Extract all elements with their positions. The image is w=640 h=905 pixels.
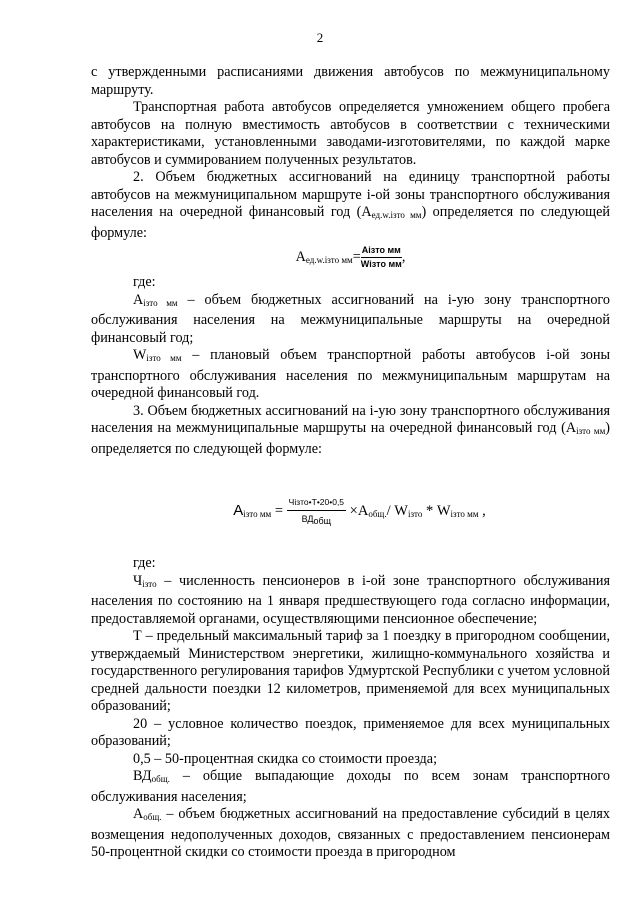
formula2-slash: / — [386, 502, 391, 519]
definition-a-total — [91, 806, 610, 862]
item-2-text: 2. Объем бюджетных ассигнований на единицу транспортной работы автобусов на межмуниципальном маршруте i-ой зоны транспортного обслуживания населения на очередной финансовый год (А — [91, 169, 610, 220]
paragraph-transport-work: Транспортная работа автобусов определяется умножением общего пробега автобусов на полную вместимость автобусов в соответствии с техническими характеристиками, установленными заводами-изготовителями, по каждой марке автобусов и суммированием полученных результатов. — [91, 99, 610, 168]
formula1-numerator: Aiзто мм — [361, 245, 402, 258]
page-number: 2 — [316, 30, 324, 45]
formula-zone-allocation — [109, 496, 610, 527]
def-ch-text: – численность пенсионеров в i-ой зоне транспортного обслуживания населения по состоянию на 1 января предшествующего года согласно информации, предоставляемой органами, осуществляющими пенсионное обеспечение; — [91, 572, 610, 627]
def-ch-sub: iзто — [142, 578, 157, 589]
paragraph-item-3 — [91, 403, 610, 459]
item-2-sub: ед.w.iзто мм — [371, 210, 422, 220]
formula2-numerator: Чiзто•T•20•0,5 — [287, 496, 346, 511]
def-aob-text: – объем бюджетных ассигнований на предоставление субсидий в целях возмещения недополученных доходов, связанных с предоставлением пенсионерам 50-процентной скидки со стоимости проезда в пригородном — [91, 806, 610, 860]
formula2-equals: = — [274, 502, 284, 519]
def-a-symbol: А — [133, 291, 144, 308]
item-3-end: ) определяется по следующей формуле: — [91, 420, 611, 457]
formula2-den-main: ВД — [301, 514, 314, 524]
def-vd-text: – общие выпадающие доходы по всем зонам транспортного обслуживания населения; — [91, 768, 610, 805]
formula2-lhs-sub: iзто мм — [243, 508, 272, 519]
def-w-sub: iзто мм — [146, 353, 182, 363]
formula2-comma: , — [482, 502, 486, 519]
where-label-2: где: — [133, 555, 156, 571]
formula2-a-sub: общ. — [368, 508, 387, 519]
formula2-w1-sub: iзто — [407, 508, 423, 519]
definition-a-izto — [91, 292, 610, 348]
item-3-text: 3. Объем бюджетных ассигнований на i-ую зону транспортного обслуживания населения на межмуниципальные маршруты на очередной финансовый год (А — [91, 402, 610, 436]
definition-tariff: Т – предельный максимальный тариф за 1 поездку в пригородном сообщении, утверждаемый Министерством энергетики, жилищно-коммунального хозяйства и государственного регулирования тарифов Удмуртской Республики с учетом условной средней дальности поездки 12 километров, применяемой для всех муниципальных образований; — [91, 628, 610, 714]
def-a-text: – объем бюджетных ассигнований на i-ую зону транспортного обслуживания населения на межмуниципальные маршруты на очередной финансовый год; — [91, 291, 610, 346]
def-w-symbol: W — [133, 347, 147, 363]
paragraph-continuation: с утвержденными расписаниями движения автобусов по межмуниципальному маршруту. — [91, 64, 610, 98]
definition-ch-izto — [91, 573, 610, 629]
item-3-sub: iзто мм — [576, 426, 606, 436]
formula1-equals: = — [352, 248, 361, 265]
item-2-end: ) определяется по следующей формуле: — [91, 204, 610, 241]
formula1-comma: , — [401, 248, 406, 265]
def-vd-symbol: ВД — [133, 768, 152, 784]
formula2-w1: W — [394, 502, 408, 519]
formula2-times: × — [349, 502, 358, 519]
paragraph-item-2 — [91, 169, 610, 242]
formula2-den-sub: общ — [313, 516, 332, 526]
formula2-w2: W — [436, 502, 451, 519]
definition-w-izto — [91, 347, 610, 403]
definition-0-5: 0,5 – 50-процентная скидка со стоимости проезда; — [133, 750, 438, 767]
document-body — [91, 64, 610, 862]
formula2-star: * — [425, 502, 434, 519]
formula1-lhs: А — [295, 248, 306, 265]
formula-unit-allocation — [91, 245, 610, 270]
formula2-denominator — [287, 511, 346, 527]
formula2-a: А — [357, 502, 369, 519]
formula2-w2-sub: iзто мм — [450, 508, 479, 519]
formula2-fraction — [287, 496, 346, 527]
definition-20: 20 – условное количество поездок, применяемое для всех муниципальных образований; — [91, 715, 610, 749]
def-a-sub: iзто мм — [143, 297, 178, 308]
def-ch-symbol: Ч — [133, 572, 143, 589]
formula1-denominator: Wiзто мм — [360, 259, 402, 269]
formula1-lhs-sub: ед.w.iзто мм — [305, 254, 353, 265]
definition-vd — [91, 768, 610, 806]
def-vd-sub: общ. — [151, 774, 170, 784]
def-w-text: – плановый объем транспортной работы автобусов i-ой зоны транспортного обслуживания населения по межмуниципальным маршрутам на очередной финансовый год. — [91, 347, 610, 401]
where-label-1: где: — [133, 274, 156, 290]
formula2-lhs: A — [233, 501, 244, 519]
def-aob-sub: общ. — [143, 812, 162, 822]
def-aob-symbol: А — [133, 806, 144, 822]
formula1-fraction — [361, 245, 402, 270]
